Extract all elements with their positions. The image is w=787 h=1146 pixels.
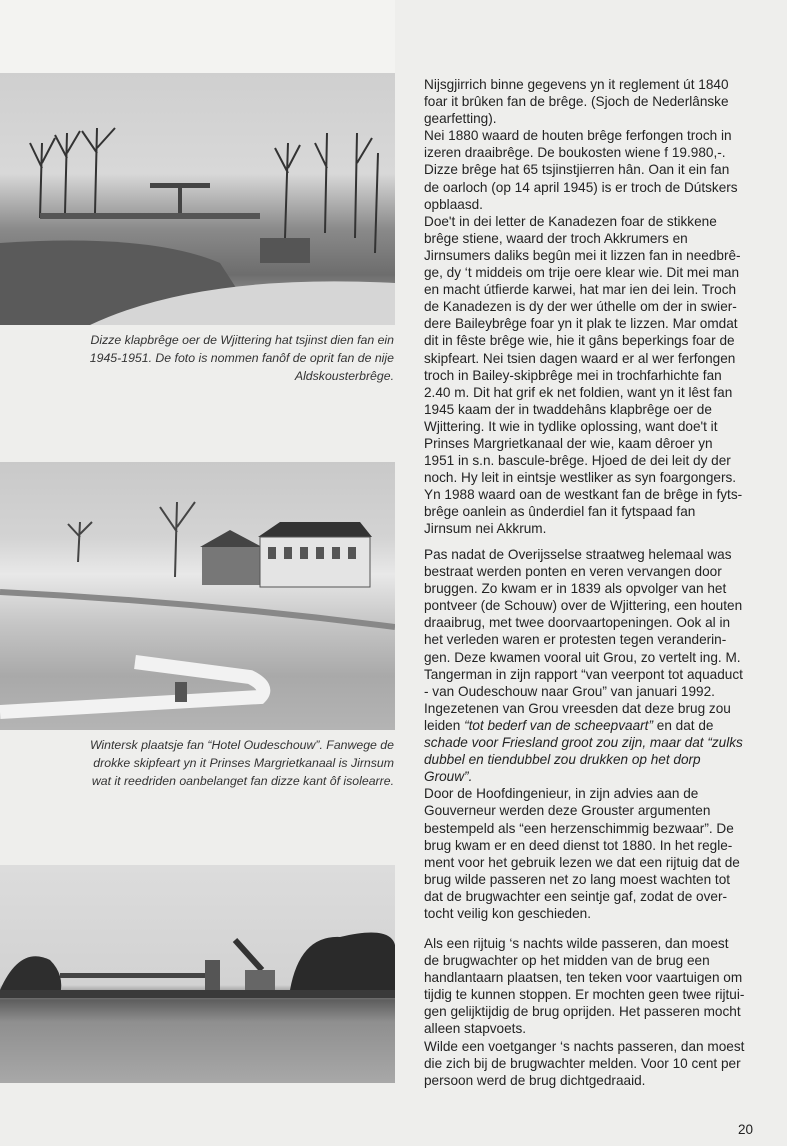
text-segment: tijdig te kunnen stoppen. Er mochten geen twee rijtui- (424, 987, 745, 1003)
photo-hotel-oudeschouw (0, 462, 395, 730)
text-line (424, 969, 774, 986)
text-segment: de oarloch (op 14 april 1945) is er troch de Dútskers (424, 179, 738, 195)
text-segment: - van Oudeschouw naar Grou” van januari 1992. (424, 683, 715, 699)
text-segment: 2.40 m. Dit hat grif ek net foldien, want yn it lêst fan (424, 384, 733, 400)
text-line (424, 469, 774, 486)
text-segment: de Kanadezen is dy der wer úthelle om der in swier- (424, 299, 737, 315)
text-segment: Door de Hoofdingenieur, in zijn advies aan de (424, 786, 699, 802)
text-line (424, 1038, 774, 1055)
text-segment: Yn 1988 waard oan de westkant fan de brêge in fyts- (424, 487, 743, 503)
text-segment: bestempeld als “een herzenschimmig bezwaar”. De (424, 820, 734, 836)
text-line (424, 837, 774, 854)
text-line (424, 751, 774, 768)
text-segment: Tangerman in zijn rapport “van veerpont tot aquaduct (424, 666, 743, 682)
text-segment: 1951 in s.n. bascule-brêge. Hjoed de dei leit dy der (424, 453, 731, 469)
photo-sketch (0, 462, 395, 730)
photo-bascule-brege (0, 865, 395, 1083)
text-segment: Dizze brêge hat 65 tsjinstjierren hân. Oan it ein fan (424, 162, 730, 178)
text-line (424, 486, 774, 503)
text-line (424, 734, 774, 751)
text-line (424, 785, 774, 802)
text-segment: ge, dy ‘t middeis om trije oere klear wie. Dit mei man (424, 265, 740, 281)
text-line (424, 213, 774, 230)
text-segment: Jirnsum nei Akkrum. (424, 521, 547, 537)
text-line (424, 264, 774, 281)
text-line (424, 384, 774, 401)
text-segment: 1945 kaam der in twaddehâns klapbrêge oer de (424, 401, 712, 417)
article-paragraph (424, 546, 774, 922)
text-line (424, 597, 774, 614)
text-segment: gen. Deze kwamen vooral uit Grou, zo vertelt ing. M. (424, 649, 741, 665)
text-line (424, 666, 774, 683)
photo-caption (60, 736, 394, 790)
text-line (424, 1003, 774, 1020)
text-line (424, 1072, 774, 1089)
text-line (424, 802, 774, 819)
text-segment: dere Baileybrêge foar yn it plak te lizzen. Mar omdat (424, 316, 738, 332)
text-line (424, 986, 774, 1003)
text-line (424, 418, 774, 435)
text-segment: Nei 1880 waard de houten brêge ferfongen troch in (424, 128, 732, 144)
text-segment: leiden (424, 717, 465, 733)
text-segment: opblaasd. (424, 196, 483, 212)
text-segment: gen gelijktijdig de brug oprijden. Het passeren mocht (424, 1004, 741, 1020)
text-segment: persoon werd de brug dichtgedraaid. (424, 1072, 646, 1088)
text-segment: en dat de (652, 717, 714, 733)
text-line (424, 768, 774, 785)
text-segment: Jirnsumers daliks begûn mei it lizzen fan in needbrê- (424, 247, 741, 263)
text-segment: brêge stiene, waard der troch Akkrumers en (424, 230, 688, 246)
text-line (424, 717, 774, 734)
text-line (424, 452, 774, 469)
text-line (424, 401, 774, 418)
text-line (424, 230, 774, 247)
text-line (424, 144, 774, 161)
text-line (424, 520, 774, 537)
text-line (424, 700, 774, 717)
text-segment: troch in Bailey-skipbrêge mei in trochfarhichte fan (424, 367, 722, 383)
text-segment: ment voor het gebruik lezen we dat een rijtuig dat de (424, 854, 740, 870)
text-line (424, 179, 774, 196)
text-line (424, 367, 774, 384)
text-segment: izeren draaibrêge. De boukosten wiene f 19.980,-. (424, 145, 726, 161)
text-segment: Wilde een voetganger ‘s nachts passeren, dan moest (424, 1038, 745, 1054)
photo-klapbrege-1945 (0, 73, 395, 325)
text-line (424, 614, 774, 631)
text-segment: Wjittering. It wie in tydlike oplossing, want doe't it (424, 418, 718, 434)
text-segment: tocht veilig kon geschieden. (424, 905, 592, 921)
text-line (424, 161, 774, 178)
article-paragraph (424, 76, 774, 538)
text-segment: bestraat werden ponten en veren vervangen door (424, 564, 722, 580)
text-line (424, 332, 774, 349)
italic-quote: “tot bederf van de scheepvaart” (464, 717, 653, 733)
text-segment: en macht útfierde karwei, hat mar ien dei lein. Troch (424, 282, 737, 298)
text-segment: brug kwam er en deed dienst tot 1880. In het regle- (424, 837, 733, 853)
italic-quote: Grouw”. (424, 769, 473, 785)
text-line (424, 110, 774, 127)
text-segment: Ingezetenen van Grou vreesden dat deze brug zou (424, 700, 731, 716)
text-segment: skipfeart. Nei tsien dagen waard er al wer ferfongen (424, 350, 736, 366)
text-line (424, 935, 774, 952)
text-line (424, 435, 774, 452)
text-segment: gearfetting). (424, 111, 497, 127)
text-segment: Doe't in dei letter de Kanadezen foar de stikkene (424, 213, 717, 229)
text-line (424, 580, 774, 597)
text-line (424, 315, 774, 332)
article-paragraph (424, 935, 774, 1089)
text-segment: dit in fêste brêge wie, hie it gâns beperkings foar de (424, 333, 735, 349)
text-line (424, 631, 774, 648)
text-segment: alleen stapvoets. (424, 1021, 527, 1037)
text-segment: Nijsgjirrich binne gegevens yn it reglement út 1840 (424, 77, 729, 92)
text-line (424, 888, 774, 905)
caption-line: 1945-1951. De foto is nommen fanôf de oprit fan de nije (89, 351, 394, 365)
text-line (424, 1055, 774, 1072)
text-segment: het verleden waren er protesten tegen veranderin- (424, 632, 727, 648)
photo-sketch (0, 865, 395, 1083)
text-segment: Prinses Margrietkanaal der wie, kaam dêroer yn (424, 435, 713, 451)
text-line (424, 683, 774, 700)
italic-quote: dubbel en tiendubbel zou drukken op het dorp (424, 752, 701, 768)
text-segment: Gouverneur werden deze Grouster argumenten (424, 803, 711, 819)
text-line (424, 281, 774, 298)
text-segment: dat de brugwachter een seintje gaf, zodat de over- (424, 888, 728, 904)
text-line (424, 854, 774, 871)
caption-line: wat it reedriden oanbelanget fan dizze kant ôf isolearre. (91, 774, 394, 788)
text-segment: de brugwachter op het midden van de brug een (424, 953, 710, 969)
text-line (424, 563, 774, 580)
italic-quote: schade voor Friesland groot zou zijn, maar dat “zulks (424, 735, 743, 751)
text-line (424, 503, 774, 520)
text-line (424, 196, 774, 213)
text-line (424, 76, 774, 93)
page-number: 20 (738, 1122, 754, 1137)
caption-line: drokke skipfeart yn it Prinses Margrietkanaal is Jirnsum (93, 756, 394, 770)
text-line (424, 127, 774, 144)
caption-line: Dizze klapbrêge oer de Wjittering hat tsjinst dien fan ein (90, 333, 394, 347)
photo-caption (60, 331, 394, 385)
text-segment: brêge oanlein as ûnderdiel fan it fytspaad fan (424, 504, 696, 520)
text-line (424, 649, 774, 666)
text-line (424, 905, 774, 922)
text-segment: Als een rijtuig ‘s nachts wilde passeren, dan moest (424, 936, 729, 951)
text-line (424, 952, 774, 969)
text-segment: handlantaarn plaatsen, ten teken voor vaartuigen om (424, 970, 743, 986)
caption-line: Wintersk plaatsje fan “Hotel Oudeschouw”. Fanwege de (89, 738, 394, 752)
text-line (424, 247, 774, 264)
text-line (424, 298, 774, 315)
text-segment: Pas nadat de Overijsselse straatweg helemaal was (424, 547, 732, 562)
blank-area (0, 0, 395, 73)
text-segment: pontveer (de Schouw) over de Wjittering, een houten (424, 598, 743, 614)
photo-sketch (0, 73, 395, 325)
text-segment: die zich bij de brugwachter melden. Voor 10 cent per (424, 1055, 741, 1071)
text-line (424, 871, 774, 888)
caption-line: Aldskousterbrêge. (294, 369, 394, 383)
text-segment: brug wilde passeren net zo lang moest wachten tot (424, 871, 731, 887)
text-segment: draaibrug, met twee doorvaartopeningen. Ook al in (424, 615, 731, 631)
text-segment: foar it brûken fan de brêge. (Sjoch de Nederlânske (424, 94, 729, 110)
text-line (424, 1020, 774, 1037)
text-segment: noch. Hy leit in eintsje westliker as syn foargongers. (424, 470, 737, 486)
text-line (424, 350, 774, 367)
text-segment: bruggen. Zo kwam er in 1839 als opvolger van het (424, 581, 727, 597)
text-line (424, 93, 774, 110)
text-line (424, 546, 774, 563)
text-line (424, 820, 774, 837)
